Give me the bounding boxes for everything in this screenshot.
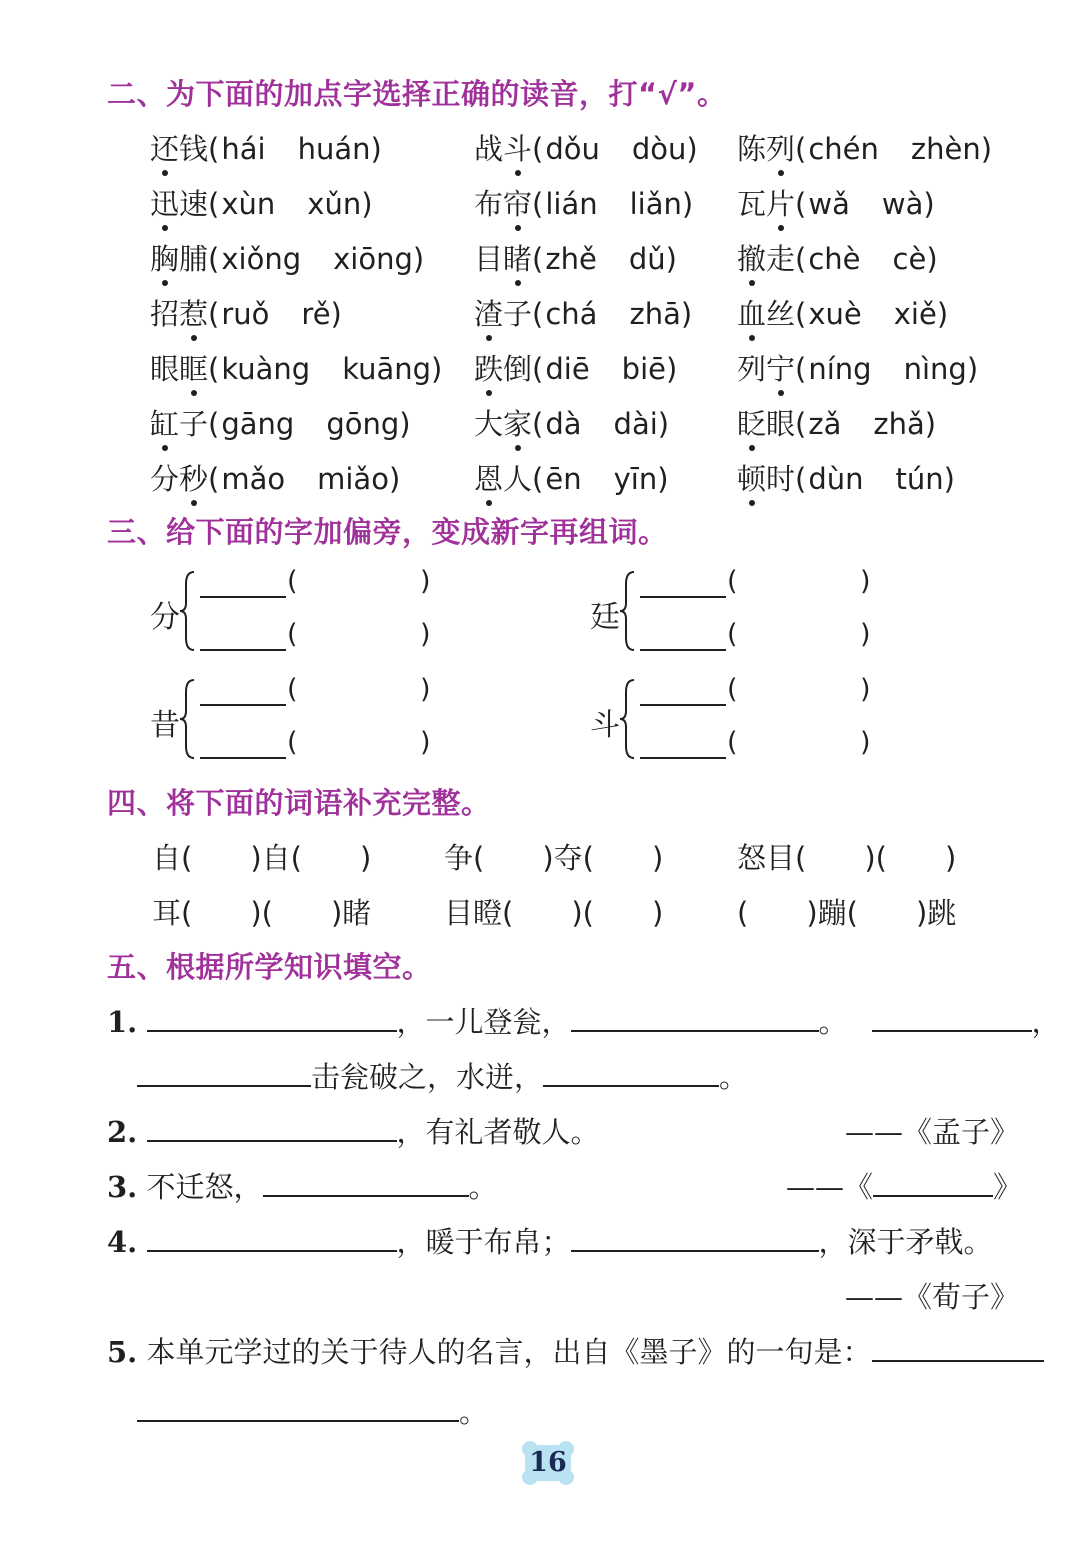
dotted-char: 秒 — [179, 457, 208, 498]
dotted-char: 列 — [766, 127, 795, 168]
dotted-char: 斗 — [503, 127, 532, 168]
pinyin-option[interactable]: gāng — [221, 407, 295, 441]
radical-char: 斗 — [590, 708, 620, 743]
answer-blank[interactable] — [137, 1394, 459, 1422]
emphasis-dot-icon — [486, 500, 492, 506]
idiom-item: 目瞪( )( ) — [444, 896, 664, 930]
emphasis-dot-icon — [486, 390, 492, 396]
pinyin-item: 顿 时(dùn tún) — [737, 457, 955, 498]
emphasis-dot-icon — [749, 335, 755, 341]
question-4: 4. ，暖于布帛； ，深于矛戟。 — [107, 1225, 993, 1259]
dotted-char: 睹 — [503, 237, 532, 278]
blank-line[interactable] — [200, 649, 286, 651]
pinyin-option[interactable]: wà — [881, 187, 924, 221]
pinyin-option[interactable]: dùn — [808, 462, 864, 496]
idiom-item: ( )蹦( )跳 — [737, 896, 957, 930]
dotted-char: 眨 — [737, 402, 766, 443]
pinyin-option[interactable]: xiě — [893, 297, 937, 331]
pinyin-option[interactable]: rě — [301, 297, 331, 331]
pinyin-item: 陈列 (chén zhèn) — [737, 127, 992, 168]
answer-blank[interactable] — [873, 1169, 993, 1197]
dotted-char: 迅 — [150, 182, 179, 223]
pinyin-item: 渣 子(chá zhā) — [474, 292, 692, 333]
pinyin-item: 列宁 (níng nìng) — [737, 347, 978, 388]
emphasis-dot-icon — [486, 335, 492, 341]
emphasis-dot-icon — [162, 170, 168, 176]
idiom-item: 耳( )( )睹 — [152, 896, 372, 930]
section-3-heading: 三、给下面的字加偏旁，变成新字再组词。 — [107, 515, 668, 549]
pinyin-option[interactable]: xiōng — [333, 242, 413, 276]
emphasis-dot-icon — [162, 225, 168, 231]
emphasis-dot-icon — [162, 445, 168, 451]
pinyin-option[interactable]: chén — [808, 132, 879, 166]
dotted-char: 惹 — [179, 292, 208, 333]
answer-blank[interactable] — [571, 1004, 819, 1032]
pinyin-option[interactable]: nìng — [903, 352, 967, 386]
pinyin-option[interactable]: dǒu — [545, 132, 600, 166]
blank-line[interactable] — [640, 704, 726, 706]
emphasis-dot-icon — [778, 170, 784, 176]
pinyin-option[interactable]: miǎo — [317, 462, 389, 496]
section-2-heading: 二、为下面的加点字选择正确的读音，打“√”。 — [107, 77, 727, 111]
answer-blank[interactable] — [263, 1169, 469, 1197]
radical-char: 廷 — [590, 600, 620, 635]
emphasis-dot-icon — [191, 390, 197, 396]
dotted-char: 宁 — [766, 347, 795, 388]
pinyin-option[interactable]: kuāng — [342, 352, 432, 386]
pinyin-item: 招惹 (ruǒ rě) — [150, 292, 342, 333]
pinyin-item: 大家 (dà dài) — [474, 402, 669, 443]
pinyin-item: 分秒 (mǎo miǎo) — [150, 457, 400, 498]
answer-blank[interactable] — [147, 1004, 397, 1032]
section-5-heading: 五、根据所学知识填空。 — [107, 950, 432, 984]
emphasis-dot-icon — [515, 280, 521, 286]
emphasis-dot-icon — [778, 225, 784, 231]
emphasis-dot-icon — [162, 280, 168, 286]
pinyin-item: 撤 走(chè cè) — [737, 237, 938, 278]
brace-icon — [618, 570, 638, 652]
page-number: 16 — [529, 1447, 567, 1478]
dotted-char: 恩 — [474, 457, 503, 498]
pinyin-option[interactable]: huán — [297, 132, 371, 166]
dotted-char: 跌 — [474, 347, 503, 388]
pinyin-item: 缸 子(gāng gōng) — [150, 402, 411, 443]
pinyin-option[interactable]: zhě — [545, 242, 597, 276]
pinyin-option[interactable]: ruǒ — [221, 297, 270, 331]
pinyin-option[interactable]: lián — [545, 187, 598, 221]
radical-char: 分 — [150, 600, 180, 635]
pinyin-option[interactable]: xiǒng — [221, 242, 302, 276]
pinyin-option[interactable]: níng — [808, 352, 872, 386]
pinyin-option[interactable]: ēn — [545, 462, 582, 496]
dotted-char: 缸 — [150, 402, 179, 443]
pinyin-option[interactable]: zhā — [629, 297, 681, 331]
pinyin-option[interactable]: mǎo — [221, 462, 286, 496]
answer-blank[interactable] — [147, 1114, 397, 1142]
pinyin-option[interactable]: zǎ — [808, 407, 842, 441]
dotted-char: 片 — [766, 182, 795, 223]
pinyin-option[interactable]: dà — [545, 407, 582, 441]
answer-blank[interactable] — [147, 1224, 397, 1252]
blank-line[interactable] — [640, 757, 726, 759]
answer-blank[interactable] — [137, 1059, 311, 1087]
dotted-char: 帘 — [503, 182, 532, 223]
dotted-char: 家 — [503, 402, 532, 443]
pinyin-item: 目睹 (zhě dǔ) — [474, 237, 677, 278]
section-4-heading: 四、将下面的词语补充完整。 — [107, 786, 491, 820]
pinyin-option[interactable]: xǔn — [307, 187, 362, 221]
pinyin-item: 眨 眼(zǎ zhǎ) — [737, 402, 936, 443]
dotted-char: 撤 — [737, 237, 766, 278]
pinyin-option[interactable]: liǎn — [629, 187, 682, 221]
dotted-char: 渣 — [474, 292, 503, 333]
pinyin-option[interactable]: xùn — [221, 187, 276, 221]
emphasis-dot-icon — [515, 170, 521, 176]
pinyin-item: 还 钱(hái huán) — [150, 127, 382, 168]
emphasis-dot-icon — [191, 335, 197, 341]
pinyin-option[interactable]: gōng — [326, 407, 400, 441]
page-number-badge — [520, 1440, 576, 1486]
brace-icon — [618, 678, 638, 760]
radical-char: 昔 — [150, 708, 180, 743]
question-3: 3. 不迁怒， 。 — [107, 1170, 498, 1204]
answer-blank[interactable] — [872, 1004, 1032, 1032]
question-5-line-1: 5. 本单元学过的关于待人的名言，出自《墨子》的一句是： — [107, 1330, 1044, 1371]
idiom-item: 争( )夺( ) — [444, 841, 664, 875]
pinyin-option[interactable]: kuàng — [221, 352, 311, 386]
emphasis-dot-icon — [191, 500, 197, 506]
idiom-item: 怒目( )( ) — [737, 841, 957, 875]
dotted-char: 眶 — [179, 347, 208, 388]
pinyin-option[interactable]: diē — [545, 352, 590, 386]
pinyin-option[interactable]: dǔ — [628, 242, 666, 276]
pinyin-option[interactable]: hái — [221, 132, 266, 166]
pinyin-option[interactable]: yīn — [613, 462, 658, 496]
pinyin-option[interactable]: chá — [545, 297, 598, 331]
pinyin-item: 血 丝(xuè xiě) — [737, 292, 948, 333]
pinyin-item: 胸 脯(xiǒng xiōng) — [150, 237, 424, 278]
pinyin-item: 恩 人(ēn yīn) — [474, 457, 669, 498]
question-1-line-2: 击瓮破之，水迸， 。 — [137, 1055, 748, 1096]
emphasis-dot-icon — [749, 280, 755, 286]
pinyin-option[interactable]: wǎ — [808, 187, 850, 221]
pinyin-item: 瓦片 (wǎ wà) — [737, 182, 935, 223]
dotted-char: 血 — [737, 292, 766, 333]
blank-line[interactable] — [640, 596, 726, 598]
pinyin-option[interactable]: zhèn — [910, 132, 981, 166]
brace-icon — [178, 570, 198, 652]
blank-line[interactable] — [200, 757, 286, 759]
emphasis-dot-icon — [749, 500, 755, 506]
brace-icon — [178, 678, 198, 760]
dotted-char: 顿 — [737, 457, 766, 498]
pinyin-item: 战斗 (dǒu dòu) — [474, 127, 698, 168]
pinyin-item: 跌 倒(diē biē) — [474, 347, 677, 388]
blank-line[interactable] — [200, 596, 286, 598]
emphasis-dot-icon — [515, 445, 521, 451]
dotted-char: 胸 — [150, 237, 179, 278]
answer-blank[interactable] — [872, 1334, 1044, 1362]
pinyin-item: 眼眶 (kuàng kuāng) — [150, 347, 442, 388]
pinyin-item: 布帘 (lián liǎn) — [474, 182, 693, 223]
source-citation: ——《荀子》 — [845, 1280, 1020, 1314]
answer-blank[interactable] — [543, 1059, 719, 1087]
blank-line[interactable] — [200, 704, 286, 706]
question-1-line-1: 1. ，一儿登瓮， 。 ， — [107, 1005, 1061, 1039]
answer-blank[interactable] — [571, 1224, 819, 1252]
question-5-line-2: 。 — [137, 1390, 488, 1431]
pinyin-option[interactable]: tún — [895, 462, 944, 496]
pinyin-item: 迅 速(xùn xǔn) — [150, 182, 373, 223]
pinyin-option[interactable]: xuè — [808, 297, 862, 331]
question-2: 2. ，有礼者敬人。 — [107, 1115, 600, 1149]
dotted-char: 还 — [150, 127, 179, 168]
pinyin-option[interactable]: dòu — [631, 132, 687, 166]
emphasis-dot-icon — [778, 390, 784, 396]
pinyin-option[interactable]: zhǎ — [873, 407, 925, 441]
emphasis-dot-icon — [749, 445, 755, 451]
idiom-item: 自( )自( ) — [152, 841, 372, 875]
source-citation: ——《 》 — [786, 1170, 1023, 1204]
pinyin-option[interactable]: chè — [808, 242, 861, 276]
pinyin-option[interactable]: dài — [613, 407, 658, 441]
source-citation: ——《孟子》 — [845, 1115, 1020, 1149]
pinyin-option[interactable]: cè — [892, 242, 927, 276]
blank-line[interactable] — [640, 649, 726, 651]
pinyin-option[interactable]: biē — [621, 352, 666, 386]
emphasis-dot-icon — [515, 225, 521, 231]
